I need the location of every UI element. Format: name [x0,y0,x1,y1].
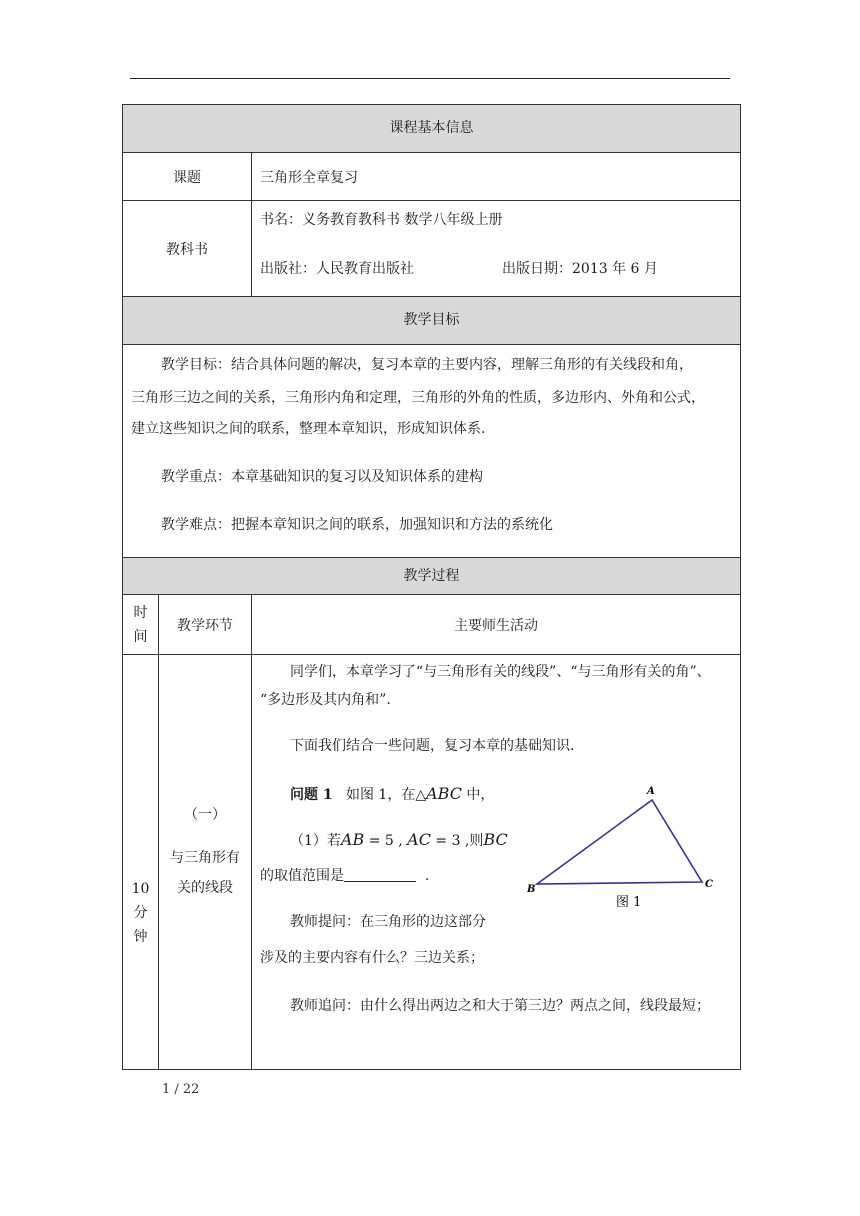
question-1-part-1-range: 的取值范围是 . [260,868,430,884]
activity-intro-1: 同学们，本章学习了“与三角形有关的线段”、“与三角形有关的角”、 [290,664,711,680]
teaching-focus: 教学重点：本章基础知识的复习以及知识体系的建构 [161,469,483,485]
textbook-date: 出版日期：2013 年 6 月 [502,261,658,277]
question-1-part-1: （1）若AB = 5 , AC = 3 ,则BC [290,830,508,849]
question-1: 问题 1 如图 1，在△ABC 中， [290,784,495,803]
lesson-table [122,104,741,1070]
teacher-question: 教师提问：在三角形的边这部分 [290,914,486,930]
textbook-label: 教科书 [123,201,252,297]
col-stage-header: 教学环节 [159,595,252,655]
vertex-b-label: B [527,884,536,895]
activity-cell [252,655,741,1070]
time-cell: 10 分 钟 [123,655,159,1070]
teaching-difficulty: 教学难点：把握本章知识之间的联系，加强知识和方法的系统化 [161,517,553,533]
objectives-line-2: 三角形三边之间的关系，三角形内角和定理，三角形的外角的性质，多边形内、外角和公式， [131,390,705,406]
teacher-followup: 教师追问：由什么得出两边之和大于第三边？两点之间，线段最短； [290,998,710,1014]
col-time-header: 时 间 [123,595,159,655]
stage-cell: （一） 与三角形有 关的线段 [159,655,252,1070]
triangle-figure [527,780,727,930]
activity-review: 下面我们结合一些问题，复习本章的基础知识. [290,738,575,754]
vertex-c-label: C [705,879,713,890]
textbook-info [252,201,741,297]
textbook-book: 书名：义务教育教科书 数学八年级上册 [260,212,503,228]
teacher-question-2: 涉及的主要内容有什么？三边关系； [260,950,484,966]
triangle-abc [537,800,702,884]
vertex-a-label: A [647,786,655,797]
col-activity-header: 主要师生活动 [252,595,741,655]
objectives-line-3: 建立这些知识之间的联系，整理本章知识，形成知识体系. [131,421,486,437]
objectives-line-1: 教学目标：结合具体问题的解决，复习本章的主要内容，理解三角形的有关线段和角， [161,357,693,373]
objectives-header: 教学目标 [123,297,741,345]
page-number: 1 / 22 [162,1082,200,1097]
topic-label: 课题 [123,153,252,201]
figure-caption: 图 1 [616,895,642,910]
activity-intro-2: “多边形及其内角和”. [260,692,391,708]
course-info-header: 课程基本信息 [123,105,741,153]
topic-value: 三角形全章复习 [252,153,741,201]
answer-blank [344,867,416,882]
header-rule [130,78,730,79]
objectives-content [123,345,741,558]
textbook-publisher: 出版社：人民教育出版社 [260,261,414,277]
process-header: 教学过程 [123,558,741,595]
